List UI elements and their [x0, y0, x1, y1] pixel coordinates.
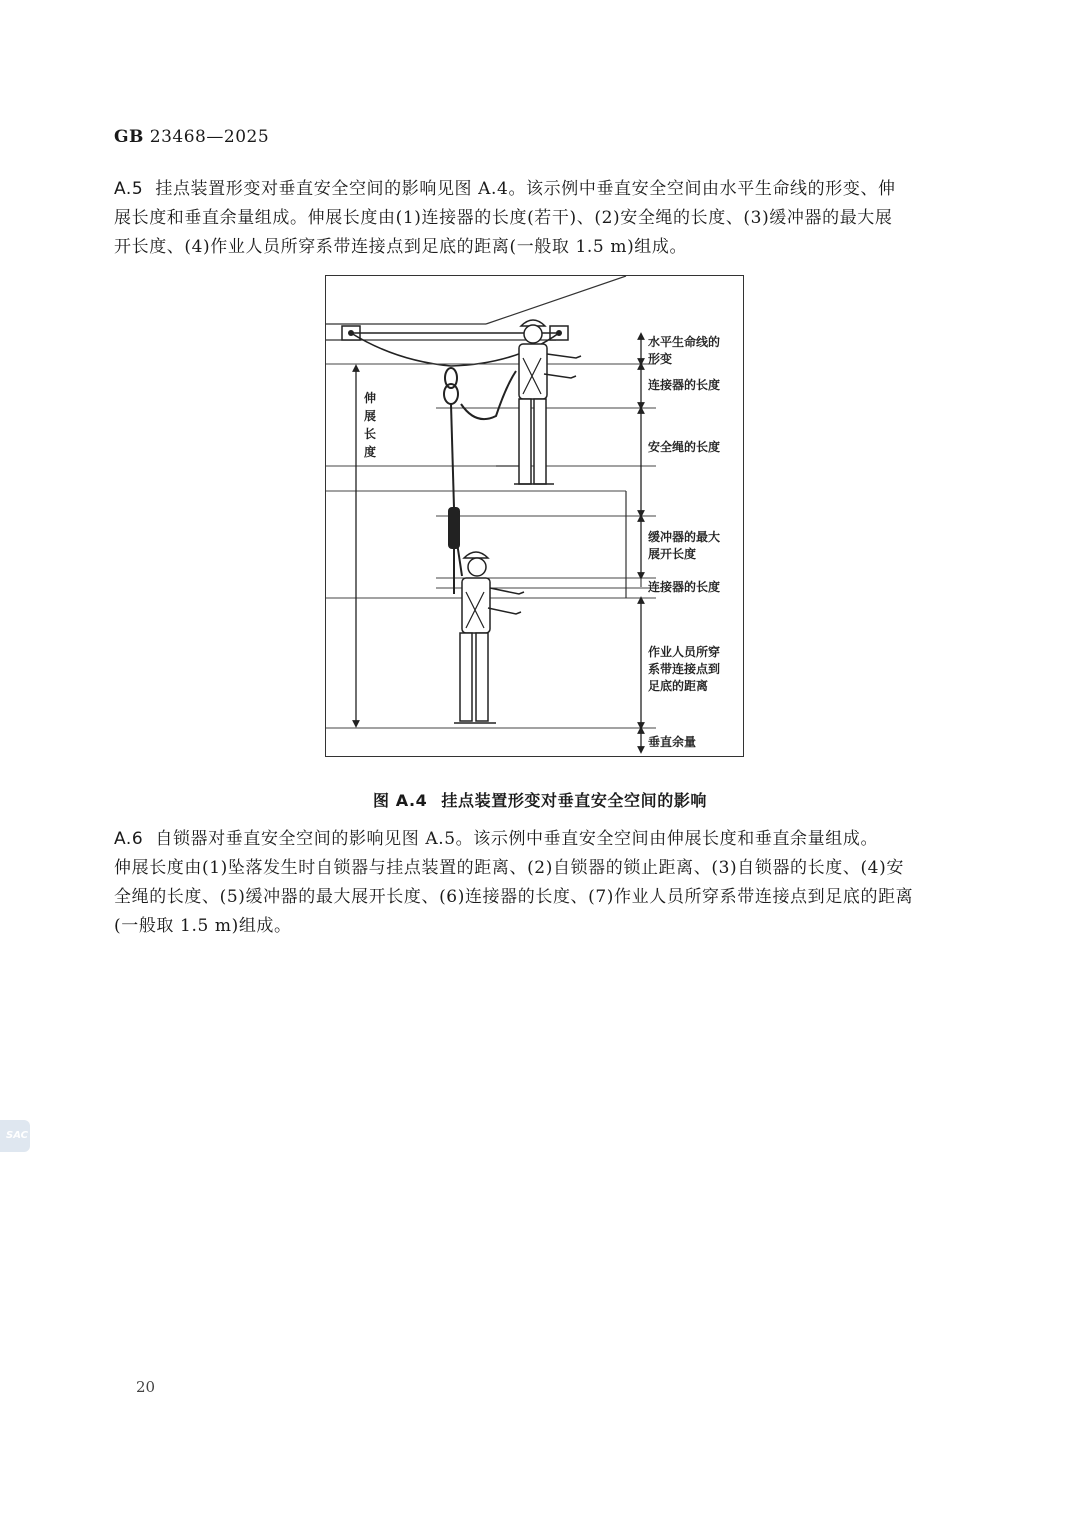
figure-a4-diagram — [325, 275, 744, 757]
section-a6-number: A.6 — [114, 829, 144, 849]
label-harness-2: 系带连接点到 — [648, 662, 721, 676]
figure-caption-title: 挂点装置形变对垂直安全空间的影响 — [441, 791, 708, 810]
lower-worker-figure — [454, 536, 524, 723]
upper-worker-figure — [514, 320, 581, 484]
standard-code: 23468—2025 — [149, 127, 270, 147]
page-number: 20 — [136, 1378, 156, 1396]
extension-length-char-3: 长 — [363, 427, 377, 441]
sac-watermark-logo: SAC — [0, 1120, 30, 1152]
label-harness-1: 作业人员所穿 — [648, 645, 721, 659]
label-lifeline-deformation-2: 形变 — [648, 352, 673, 366]
label-vertical-clearance: 垂直余量 — [648, 735, 697, 749]
section-a5-line-3: 开长度、(4)作业人员所穿系带连接点到足底的距离(一般取 1.5 m)组成。 — [114, 237, 688, 257]
label-connector-length-mid: 连接器的长度 — [648, 580, 721, 594]
label-lifeline-deformation-1: 水平生命线的 — [648, 335, 721, 349]
label-lanyard-length: 安全绳的长度 — [648, 440, 721, 454]
section-a6-line-4: (一般取 1.5 m)组成。 — [114, 916, 292, 936]
extension-length-char-2: 展 — [363, 409, 377, 423]
section-a6 — [114, 825, 960, 941]
label-absorber-1: 缓冲器的最大 — [648, 530, 721, 544]
figure-caption-number: 图 A.4 — [372, 791, 428, 810]
label-harness-3: 足底的距离 — [648, 679, 709, 693]
extension-length-char-1: 伸 — [363, 391, 377, 405]
label-absorber-2: 展开长度 — [648, 547, 697, 561]
section-a5 — [114, 175, 960, 262]
upper-structure — [326, 276, 626, 340]
extension-length-label — [362, 386, 380, 462]
figure-caption — [0, 788, 1080, 811]
extension-length-char-4: 度 — [363, 445, 377, 459]
section-a6-line-2: 伸展长度由(1)坠落发生时自锁器与挂点装置的距离、(2)自锁器的锁止距离、(3)自锁器的长度、(4)安 — [114, 858, 904, 878]
section-a6-line-3: 全绳的长度、(5)缓冲器的最大展开长度、(6)连接器的长度、(7)作业人员所穿系带连接点到足底的距离 — [114, 887, 914, 907]
section-a5-number: A.5 — [114, 179, 144, 199]
section-a5-line-1: 挂点装置形变对垂直安全空间的影响见图 A.4。该示例中垂直安全空间由水平生命线的形变、伸 — [155, 179, 896, 199]
standard-prefix: GB — [114, 127, 144, 147]
section-a6-line-1: 自锁器对垂直安全空间的影响见图 A.5。该示例中垂直安全空间由伸展长度和垂直余量组成。 — [155, 829, 879, 849]
document-header — [114, 127, 269, 147]
label-connector-length-top: 连接器的长度 — [648, 378, 721, 392]
section-a5-line-2: 展长度和垂直余量组成。伸展长度由(1)连接器的长度(若干)、(2)安全绳的长度、(3)缓冲器的最大展 — [114, 208, 893, 228]
